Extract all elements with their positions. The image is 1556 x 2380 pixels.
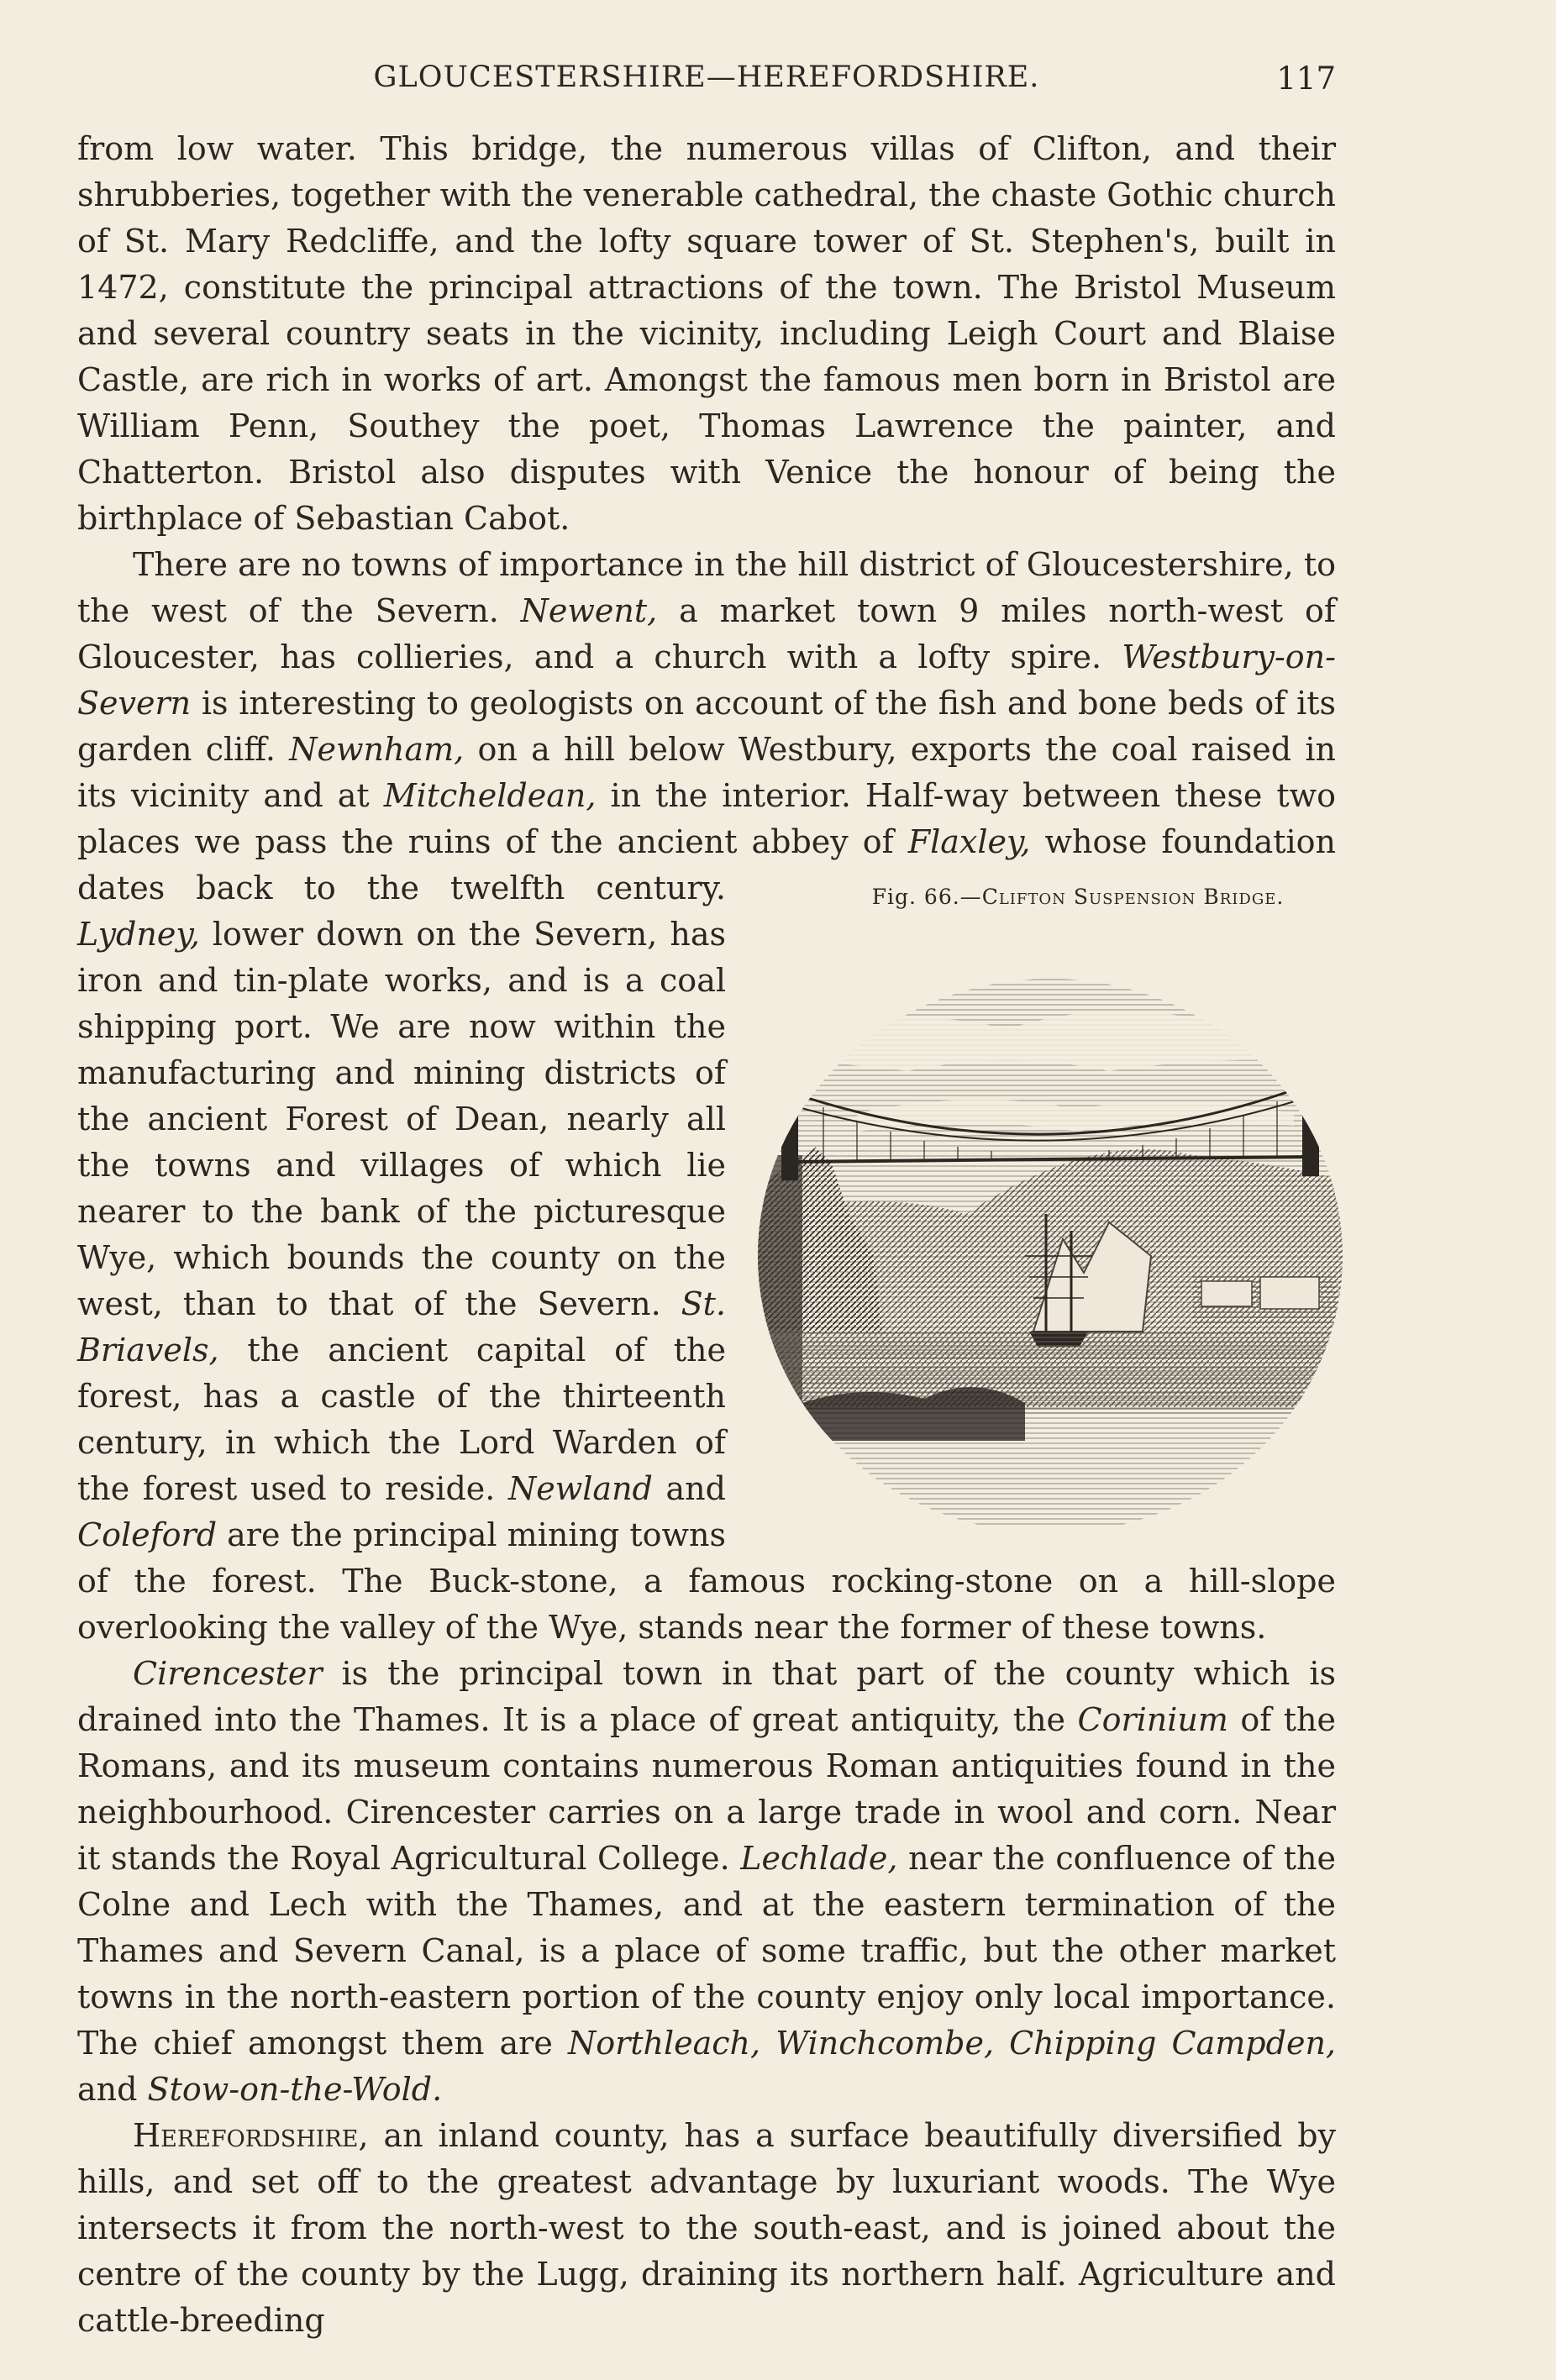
place-coleford: Coleford: [77, 1516, 218, 1553]
place-lydney: Lydney,: [77, 916, 200, 953]
figure-caption: [756, 874, 1344, 920]
page-header: [77, 60, 1336, 111]
place-flaxley: Flaxley,: [907, 823, 1031, 860]
text-run: is the principal town in that part of the county which is drained into the Thames. It is a place of great antiquity, the: [77, 1655, 1336, 1738]
text-run: and: [652, 1470, 726, 1507]
paragraph-forest-of-dean: [77, 542, 1336, 1651]
text-run: near the confluence of the Colne and Lech with the Thames, and at the eastern termination of the Thames and Severn Canal, is a place of some traffic, but the other market towns in the north-eastern portion of the county enjoy only local importance. The chief amongst them are: [77, 1840, 1336, 2062]
place-corinium: Corinium: [1077, 1701, 1228, 1738]
bridge-engraving: [756, 937, 1344, 1525]
text-run: in the interior. Half-way between these two places we pass the ruins of the ancient abbey of: [77, 777, 1336, 860]
place-newland: Newland: [508, 1470, 653, 1507]
place-newnham: Newnham,: [289, 731, 465, 768]
figure-label: Fig. 66.—: [871, 885, 982, 909]
text-run: and: [77, 2071, 148, 2108]
text-run: an inland county, has a surface beautifully diversified by hills, and set off to the greatest advantage by luxuriant woods. The Wye intersects it from the north-west to the south-east, and is joined about the centre of the county by the Lugg, draining its northern half. Agriculture and cattle-breeding: [77, 2117, 1336, 2339]
county-heading: Herefordshire,: [133, 2117, 369, 2154]
figure-clifton-bridge: [756, 865, 1344, 1521]
place-lechlade: Lechlade,: [740, 1840, 898, 1877]
paragraph-herefordshire: [77, 2113, 1336, 2344]
text-run: of the Romans, and its museum contains numerous Roman antiquities found in the neighbourhood. Cirencester carries on a large trade in wool and corn. Near it stands the Royal Agricultural College.: [77, 1701, 1336, 1877]
text-run: are the principal mining towns of the forest. The Buck-stone, a famous rocking-stone on a hill-slope overlooking the valley of the Wye, stands near the former of these towns.: [77, 1516, 1336, 1646]
page-number: 117: [1276, 60, 1336, 97]
text-run: on a hill below Westbury, exports the coal raised in its vicinity and at: [77, 731, 1336, 814]
text-run: lower down on the Severn, has iron and tin-plate works, and is a coal shipping port. We are now within the manufacturing and mining districts of the ancient Forest of Dean, nearly all the towns and villages of which lie nearer to the bank of the picturesque Wye, which bounds the county on the west, than to that of the Severn.: [77, 916, 726, 1322]
place-westbury: Westbury-on-Severn: [77, 638, 1336, 722]
figure-title: Clifton Suspension Bridge.: [981, 885, 1285, 909]
running-head: GLOUCESTERSHIRE—HEREFORDSHIRE.: [373, 60, 1040, 94]
body-text: [77, 126, 1336, 2344]
text-run: whose foundation dates back to the twelfth century.: [77, 823, 1337, 906]
text-run: There are no towns of importance in the hill district of Gloucestershire, to the west of the Severn.: [77, 546, 1336, 629]
place-stow: Stow-on-the-Wold.: [147, 2071, 443, 2108]
place-market-towns: Northleach, Winchcombe, Chipping Campden,: [567, 2025, 1336, 2062]
text-run: a market town 9 miles north-west of Gloucester, has collieries, and a church with a lofty spire.: [77, 592, 1336, 675]
text-run: is interesting to geologists on account of the fish and bone beds of its garden cliff.: [77, 685, 1336, 768]
place-newent: Newent,: [520, 592, 658, 629]
paragraph-bristol: from low water. This bridge, the numerous villas of Clifton, and their shrubberies, together with the venerable cathedral, the chaste Gothic church of St. Mary Redcliffe, and the lofty square tower of St. Stephen's, built in 1472, constitute the principal attractions of the town. The Bristol Museum and several country seats in the vicinity, including Leigh Court and Blaise Castle, are rich in works of art. Amongst the famous men born in Bristol are William Penn, Southey the poet, Thomas Lawrence the painter, and Chatterton. Bristol also disputes with Venice the honour of being the birthplace of Sebastian Cabot.: [77, 130, 1336, 537]
text-run: the ancient capital of the forest, has a castle of the thirteenth century, in which the Lord Warden of the forest used to reside.: [77, 1332, 726, 1507]
place-st-briavels: St. Briavels,: [77, 1285, 726, 1369]
place-mitcheldean: Mitcheldean,: [383, 777, 597, 814]
paragraph-cirencester: [77, 1651, 1336, 2113]
place-cirencester: Cirencester: [133, 1655, 323, 1692]
